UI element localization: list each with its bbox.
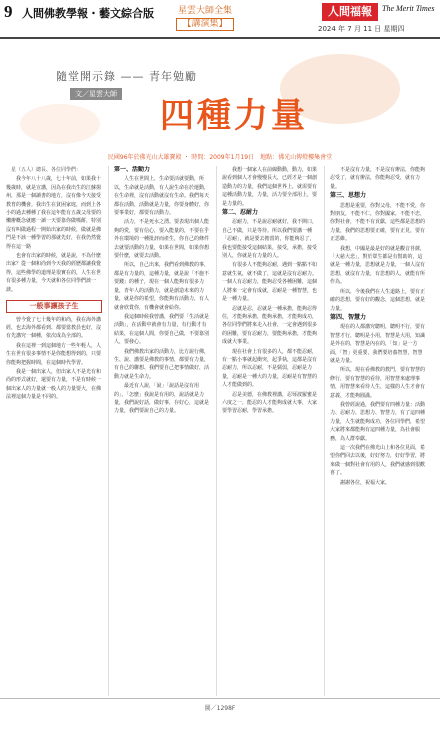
footer-rule [0, 698, 440, 699]
footer-note: 圖／1298F [204, 705, 236, 712]
headline-area [0, 44, 440, 159]
body-paragraph: 忍就是忍，忍就是一種承擔，能夠忍得住，才能夠承擔，能夠承擔，才能夠成功，各位同學們將來走入社會，一定會遇到很多的困難，要有忍耐力，要能夠承擔，才能夠成就大事業。 [222, 305, 318, 346]
paper-title: 人間佛教學報・藝文綜合版 [22, 7, 154, 20]
newspaper-logo-english: The Merit Times [382, 4, 435, 13]
body-paragraph: 我曾經說過，我們要有四種力量：活動力、忍耐力、思想力、智慧力，有了這四種力量，人生就能夠成功，各位同學們，希望大家將來都能夠有這四種力量，為社會服務，為人群奉獻。 [330, 401, 426, 442]
body-paragraph: 曾今覺了七十幾年的和尚，我在海外講經，也去海外都看到、都要當教員也好，沒有先講究一個種，依次成為全部的。 [6, 316, 102, 340]
article-body [6, 166, 434, 696]
column-4 [330, 166, 426, 696]
body-paragraph: 有很多人不能夠忍耐，遇到一點點不如意就生氣，就不做了，這就是沒有忍耐力。一個人有忍耐力，能夠忍受各種困難，這個人將來一定會有成就，忍耐是一種智慧，也是一種力量。 [222, 262, 318, 303]
issue-date: 2024 年 7 月 11 日 星期四 [318, 25, 405, 33]
page-header [0, 0, 440, 40]
section-heading: 第三、思想力 [330, 192, 367, 200]
body-paragraph: 忍耐力，不是說忍耐就好，我不開口，自己不做，只是等待。所以我們要講一種「忍耐」，就是要去擔當的，你能夠忍了，我也要能接受這個結果，接受，承擔，接受別人，你就是有力量的人。 [222, 219, 318, 260]
body-paragraph: 現在社會上有很多的人，都不能忍耐，有一點小事就起衝突，起爭執，這都是沒有忍耐力，所以忍耐，不是懦弱，忍耐是力量，忍耐是一種大的力量，忍耐是有智慧的人才能做到的。 [222, 348, 318, 389]
body-paragraph: 現在的人都講究聰明，聰明不行，要有智慧才行，聰明是小用，智慧是大用，知識是外在的，智慧是內在的，「知」是一方面，「智」更重要，我們要培養智慧，智慧就是力量。 [330, 324, 426, 364]
column-divider [216, 166, 217, 696]
column-divider [324, 166, 325, 696]
body-paragraph: 所以，自己出來，我們看到佛教的事，都是有力量的，這種力量，就是說「不施不要錢」的種子，現在一個人能夠有很多力量，青年人的活動力，就是創造未來的力量，就是你的希望，你能夠有活動力，有人就會欣賞你，有機會就會給你。 [114, 262, 210, 311]
section-heading: 第二、忍耐力 [222, 209, 259, 217]
body-paragraph: 我想，中國是最是好的就是觀音菩薩，「大慈大悲」，對於眾生都是有幫助的，這就是一種力量，思想就是力量，一個人沒有思想，就沒有力量，有思想的人，就能有所作為。 [330, 245, 426, 286]
body-paragraph: 我們佛教出家的活動力，比方說行佛，生、說、講要是佛教的事情，都要有力量，有自己的聯想、我們要自己把事情做好，活動力就是生命力。 [114, 348, 210, 380]
body-paragraph: 我想一個家人在前線動動，動力，如果說看到個人才會慢慢長大，已經才是一個創造動力的力量，我們這個世界上，就需要有這種活動力量，力量，活力要全部用上，要是力量的。 [222, 167, 318, 207]
column-1 [6, 166, 102, 696]
body-paragraph: 思想是重要，你對父母，不能不愛，你對朋友，不能不仁，你對國家，不能不忠，你對社會，不能不有貢獻，這些都是思想的力量，我們的思想要正確，要有正見，要有正思維。 [330, 202, 426, 243]
column-2 [114, 166, 210, 696]
series-subtitle: 【講演集】 [176, 18, 234, 31]
series-title-block [160, 6, 250, 31]
author-label: 文／星雲大師 [70, 88, 122, 100]
body-paragraph: 所以，現在看佛教的教門，要有智慧的修行，要有智慧的看待，用智慧來處理事情，用智慧來看待人生，這樣的人生才會有意義，才能夠圓滿。 [330, 367, 426, 399]
body-paragraph: 不是沒有力量，不是沒有辦法，你能夠忍受了，就有辦法，你能夠忍受，就有力量。 [330, 167, 426, 190]
column-3 [222, 166, 318, 696]
body-paragraph: 所以，今後我們在人生道路上，要有正確的思想，要有好的觀念，這個思想，就是力量。 [330, 288, 426, 312]
body-paragraph: 我在這裡一到這個地方一些年輕人，人生在世有很多事情不是你能想得到的，只要你能夠把握時間，在這個時代學習。 [6, 342, 102, 366]
body-paragraph: 我今年八十八歲，七十年前，如果我十幾歲時，就是宣講，因為在我出生的江蘇揚州，那是一個讀書的地方，沒有像今天接受教育的機會。我出生在貧困家庭，而到上各小的過去種種了我在這年能有五歲父母要的懶辦概念就應一讀一天要靠你做嗎餅，特別沒有叫做過程一開始出家的時候，做就是佛門是不該一種學習的那就先好，在我仍然覺得在這一路 [6, 176, 102, 250]
newspaper-logo: 人間福報 [322, 3, 378, 21]
body-paragraph: 也會有出家的時候，就是說，不為什麼出家？從一個和尚到今天我的經歷都讓我覺得，這些佛學的道理是很實在的，人生在世有很多種力量，今天就和各位同學們談一談。 [6, 253, 102, 293]
body-paragraph: 我這個時候我曾講，我們要「生活就是活動」，在活動中就會有力量，有行動才有結果，在這個人間，你要自己做，不要靠別人，要發心。 [114, 313, 210, 346]
column-divider [108, 166, 109, 696]
boxed-heading: 一般事讓孩子生 [6, 300, 102, 312]
body-paragraph: 人生在世間上，生命要活就要動，所以，生命就是活動，有人說生命在於運動，在生命裡，沒有活動就沒有生命。我們每天都在活動，活動就是力量，你要身體好，你要事業好，都要有活動力。 [114, 176, 210, 217]
section-label: 隨堂開示錄 —— 青年勉勵 [56, 70, 197, 83]
article-subhead: 民國96年於佛光山大雄寶殿 ・ 時間：2009年1月19日 地點：佛光山傳燈樓集會堂 [107, 154, 333, 161]
decorative-cloud [20, 104, 100, 144]
body-paragraph: 謝謝各位，祝福大家。 [340, 479, 391, 486]
body-paragraph: 我是一個出家人，但出家人不是光有和尚的形式就好，還要有力量，不是有時候一個出家人的力量就一般人的力量要大，在佛法裡這個力量是不同的。 [6, 368, 102, 401]
body-paragraph: 這一次我們在佛光山上和各位見面，希望你們回去以後，好好努力，好好學習，將來做一個對社會有用的人，我們就感到很歡喜了。 [330, 445, 426, 477]
article-title: 四種力量 [160, 96, 308, 136]
body-paragraph: 最近有人說，「說」「說話是沒有用的」、「怎麼」我說是有用的，說話就是力量，我們說好話，做好事，存好心，這就是力量，我們要說自己的力量。 [114, 383, 210, 415]
page-number: 9 [4, 2, 13, 21]
series-name: 星雲大師全集 [177, 6, 232, 16]
section-heading: 第四、智慧力 [330, 313, 367, 321]
body-paragraph: 活力，不是死水之湧。要表現出個人能夠的愛，要有信心，要入能量的，不要在乎外在環境的一種批評而產生，你自己的條件去就要活動的力量，如果在世間，如果你想要什麼，就要去活動。 [114, 219, 210, 260]
section-heading: 第一、活動力 [114, 166, 151, 173]
body-paragraph: 忍是美德，在佛教裡講，忍辱波羅蜜是六度之一，能忍的人才能夠成就大事，大家要學習忍耐，學習承擔。 [222, 391, 318, 415]
salutation: 星（五人）總長、各位同學們： [6, 167, 82, 173]
header-rule [0, 37, 440, 39]
